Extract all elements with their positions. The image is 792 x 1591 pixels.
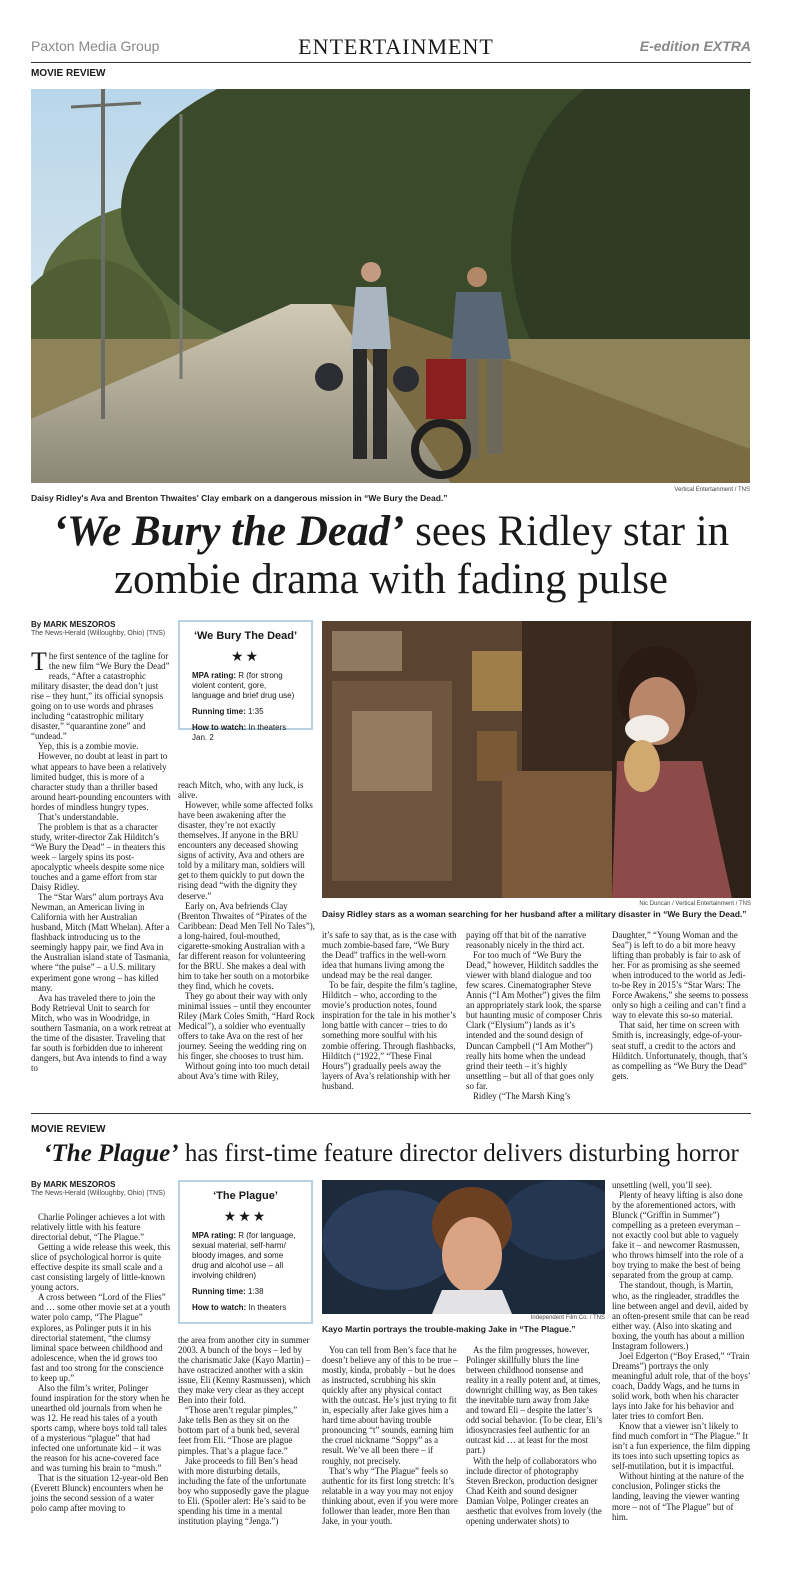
- headline-part1: sees Ridley star in: [404, 508, 730, 555]
- article-paragraph: Daughter,” “Young Woman and the Sea”) is left to do a bit more heavy lifting than probably is fair to ask of her. For as promising as she seemed when introduced to the world as Jedi-to-be Rey in 2015’s “Star Wars: The Force Awakens,” she seems to possess only so high a ceiling and can’t find a way to elevate this so-so material.: [612, 930, 749, 1021]
- secondary-photo-caption: Daisy Ridley stars as a woman searching for her husband after a military disaster in “We Bury the Dead.”: [322, 909, 747, 919]
- author-name: By MARK MESZOROS: [31, 620, 116, 629]
- article-paragraph: “Those aren’t regular pimples,” Jake tells Ben as they sit on the bottom part of a bunk bed, several feet from Eli. “Those are plague pimples. That’s a plague face.”: [178, 1405, 300, 1456]
- article-paragraph: Know that a viewer isn’t likely to find much comfort in “The Plague.” It isn’t a fun experience, the film dipping its toes into such upsetting topics as self-mutilation, but it is impactful.: [612, 1421, 751, 1472]
- article-paragraph: However, while some affected folks have been awakening after the disaster, they’re not exactly themselves. If anyone in the BRU encounters any deceased showing signs of activity, Ava and others are told by a military man, soldiers will get to them quickly to put down the rising dead “with the dignity they deserve.”: [178, 800, 313, 901]
- article-column-3: [322, 1345, 458, 1526]
- article-paragraph: Getting a wide release this week, this slice of psychological horror is quite effective despite its small scale and a cast consisting largely of little-known young actors.: [31, 1242, 171, 1293]
- author-outlet: The News-Herald (Willoughby, Ohio) (TNS): [31, 1190, 166, 1197]
- article-column-3: [322, 930, 458, 1091]
- article-paragraph: As the film progresses, however, Polinger skillfully blurs the line between childhood nonsense and reality in a really potent and, at times, downright chilling way, as Ben takes the inevitable turn away from Jake and toward Eli – despite the latter’s odd social behavior. (To be clear, Eli’s idiosyncrasies feel authentic for an outcast kid … at least for the most part.): [466, 1345, 603, 1456]
- article-column-1: [31, 1212, 171, 1513]
- star-rating: ★★★: [223, 1208, 268, 1224]
- article-column-4: [466, 930, 603, 1101]
- article-paragraph: A cross between “Lord of the Flies” and … some other movie set at a youth water polo camp, “The Plague” explores, as Polinger puts it in his directorial statement, “the clumsy liminal space between childhood and adolescence, when the id grows too fast and too strong for the conscience to keep up.”: [31, 1292, 171, 1383]
- headline-part1: has first-time feature director delivers disturbing horror: [178, 1140, 739, 1167]
- article-paragraph: That’s why “The Plague” feels so authentic for its first long stretch: It’s relatable in a way you may not enjoy thinking about, even if you were more follower than leader, more Ben than Jake, in your youth.: [322, 1465, 458, 1526]
- article-paragraph: That is the situation 12-year-old Ben (Everett Blunck) encounters when he joins the second session of a water polo camp after moving to: [31, 1473, 169, 1514]
- article2-photo-caption: Kayo Martin portrays the trouble-making Jake in “The Plague.”: [322, 1324, 576, 1334]
- article-paragraph: However, no doubt at least in part to what appears to have been a relatively limited budget, this is more of a character study than a thriller based around heart-pounding encounters with hordes of mindless hungry types.: [31, 751, 171, 812]
- running-time: Running time: 1:35: [192, 707, 264, 716]
- article-paragraph: To be fair, despite the film’s tagline, Hilditch – who, according to the movie’s production notes, found inspiration for the tale in his mother’s long battle with cancer – tries to do something more soulful with his zombie offering. Through flashbacks, Hilditch (“1922,” “These Final Hours”) gradually peels away the layers of Ava’s relationship with her husband.: [322, 980, 458, 1091]
- byline: [31, 620, 171, 637]
- headline-film-title: ‘We Bury the Dead’: [52, 508, 405, 555]
- author-name: By MARK MESZOROS: [31, 1180, 116, 1189]
- article-paragraph: With the help of collaborators who include director of photography Steven Breckon, production designer Chad Keith and sound designer Damian Volpe, Polinger creates an aesthetic that evolves from lovely (the opening underwater shots) to: [466, 1455, 602, 1526]
- article-paragraph: it’s safe to say that, as is the case with much zombie-based fare, “We Bury the Dead” traffics in the well-worn idea that humans living among the undead may be the real danger.: [322, 930, 457, 981]
- article-paragraph: Ava has traveled there to join the Body Retrieval Unit to search for Mitch, who was in Woodridge, in southern Tasmania, on a work retreat at the time of the disaster. Traveling that far south is forbidden due to inherent dangers, but Ava intends to find a way to: [31, 992, 171, 1073]
- article-paragraph: Yep, this is a zombie movie.: [38, 741, 139, 752]
- article-paragraph: the area from another city in summer 2003. A bunch of the boys – led by the charismatic Jake (Kayo Martin) – have ostracized another with a skin issue, Eli (Kenny Rasmussen), which they make very clear as they accept Ben into their fold.: [178, 1335, 311, 1406]
- article-paragraph: Early on, Ava befriends Clay (Brenton Thwaites of “Pirates of the Caribbean: Dead Men Tell No Tales”), a long-haired, foul-mouthed, cigarette-smoking Australian with a far different reason for volunteering for the BRU. She makes a deal with him to take her south on a motorbike they find, which he covets.: [178, 900, 315, 991]
- headline: [31, 508, 751, 604]
- mpa-rating: MPA rating: R (for strong violent content, gore, language and brief drug use): [192, 671, 295, 700]
- article-paragraph: The problem is that as a character study, writer-director Zak Hilditch’s “We Bury the Dead” – in theaters this week – largely spins its post-apocalyptic wheels despite some nice touches and a game effort from star Daisy Ridley.: [31, 821, 166, 893]
- article-paragraph: You can tell from Ben’s face that he doesn’t believe any of this to be true – mostly, kinda, probably – but he does as instructed, scrubbing his skin quickly after any physical contact with the outcast. He’s just trying to fit in, especially after Jake gives him a hard time about having trouble pronouncing “t” sounds, earning him the cruel nickname “Soppy” as a result. We’ve all been there – if roughly, not precisely.: [322, 1345, 458, 1466]
- masthead-rule: [31, 62, 751, 63]
- headline-film-title: ‘The Plague’: [43, 1140, 179, 1167]
- film-info-title: ‘We Bury The Dead’: [193, 630, 298, 642]
- headline-part2: zombie drama with fading pulse: [113, 556, 669, 603]
- article-paragraph: Ridley (“The Marsh King’s: [473, 1090, 571, 1101]
- section-label: MOVIE REVIEW: [31, 1124, 106, 1135]
- article-column-2: [178, 1335, 315, 1526]
- film-info-box: [178, 1180, 313, 1324]
- article2-photo: [322, 1180, 605, 1314]
- film-info-box: [178, 620, 313, 742]
- how-to-watch: How to watch: In theaters: [192, 1303, 287, 1312]
- byline: [31, 1180, 171, 1197]
- how-to-watch: How to watch: In theaters Jan. 2: [192, 723, 287, 742]
- article-paragraph: Plenty of heavy lifting is also done by the aforementioned actors, with Blunck (“Griffin in Summer”) compelling as a preteen everyman – not exactly cool but able to vaguely fake it – and newcomer Rasmussen, who throws himself into the role of a boy trying to make the best of being separated from the group at camp.: [612, 1190, 744, 1281]
- headline: [31, 1138, 751, 1170]
- article-paragraph: The standout, though, is Martin, who, as the ringleader, straddles the line between angel and devil, aided by an often-present smile that can be read either way. (Also into skating and boxing, the youth has about a million Instagram followers.): [612, 1280, 750, 1351]
- publisher-name: Paxton Media Group: [31, 38, 160, 54]
- film-info-title: ‘The Plague’: [213, 1190, 278, 1202]
- article-paragraph: Joel Edgerton (“Boy Erased,” “Train Dreams”) portrays the only meaningful adult role, that of the boys’ coach, Daddy Wags, and he turns in solid work, both when his character lays into Jake for his behavior and later tries to comfort Ben.: [612, 1350, 751, 1422]
- edition-label: E-edition EXTRA: [639, 38, 751, 54]
- article-paragraph: Jake proceeds to fill Ben’s head with more disturbing details, including the fate of the unfortunate boy who supposedly gave the plague to Eli. (Spoiler alert: He’s said to be spending his time in a mental institution playing “Jenga.”): [178, 1455, 309, 1526]
- article-paragraph: Without going into too much detail about Ava’s time with Riley,: [178, 1061, 310, 1082]
- section-label: MOVIE REVIEW: [31, 68, 106, 79]
- article-paragraph: That said, her time on screen with Smith is, increasingly, edge-of-your-seat stuff, a credit to the actors and Hilditch. Unfortunately, though, that’s as compelling as “We Bury the Dead” gets.: [612, 1020, 748, 1081]
- article-paragraph: unsettling (well, you’ll see).: [612, 1180, 712, 1190]
- hero-photo: [31, 89, 750, 483]
- article-paragraph: The “Star Wars” alum portrays Ava Newman, an American living in California with her Australian husband, Mitch (Matt Whelan). After a flashback introducing us to the seemingly happy pair, we find Ava in the Australian island state of Tasmania, where “the pulse” – a U.S. military experiment gone wrong – has killed many.: [31, 892, 171, 993]
- article-paragraph: Also the film’s writer, Polinger found inspiration for the story when he unearthed old journals from when he was 12. He read his tales of a youth sports camp, where boys told tall tales of a mysterious “plague” that had infected one unfortunate kid – it was the reason for his acne-covered face and was turning his brain to “mush.”: [31, 1382, 170, 1474]
- article-column-2: [178, 780, 315, 1081]
- article-column-5: [612, 930, 751, 1081]
- secondary-photo: [322, 621, 751, 898]
- article-divider: [31, 1113, 751, 1114]
- article-paragraph: The first sentence of the tagline for the new film “We Bury the Dead” reads, “After a catastrophic military disaster, the dead don’t just rise – they hunt,” its official synopsis going on to use words and phrases including “catastrophic military disaster,” “quarantine zone” and “undead.”: [31, 647, 170, 742]
- article-paragraph: paying off that bit of the narrative reasonably nicely in the third act.: [466, 930, 587, 951]
- hero-photo-caption: Daisy Ridley's Ava and Brenton Thwaites' Clay embark on a dangerous mission in “We Bury the Dead.”: [31, 493, 448, 503]
- article-paragraph: Charlie Polinger achieves a lot with relatively little with his feature directorial debut, “The Plague.”: [31, 1212, 165, 1243]
- running-time: Running time: 1:38: [192, 1287, 264, 1296]
- section-title: ENTERTAINMENT: [298, 34, 494, 59]
- article-paragraph: reach Mitch, who, with any luck, is alive.: [178, 780, 304, 801]
- hero-photo-credit: Vertical Entertainment / TNS: [674, 487, 750, 493]
- article-paragraph: Without hinting at the nature of the conclusion, Polinger sticks the landing, leaving the viewer wanting more – not of “The Plague” but of him.: [612, 1471, 744, 1522]
- mpa-rating: MPA rating: R (for language, sexual material, self-harm/ bloody images, and some drug and alcohol use – all involving children): [192, 1231, 296, 1280]
- article-paragraph: For too much of “We Bury the Dead,” however, Hilditch saddles the viewer with bland dialogue and too few scares. Cinematographer Steve Annis (“I Am Mother”) gives the film an appropriately stark look, the sparse but haunting music of composer Chris Clark (“Elysium”) lands as it’s intended and the sound design of Duncan Campbell (“I Am Mother”) really hits home when the undead grind their teeth – it’s highly unsettling – but all of that goes only so far.: [466, 950, 602, 1091]
- article-column-4: [466, 1345, 603, 1526]
- article-column-1: [31, 647, 171, 1073]
- article-paragraph: That’s understandable.: [38, 811, 119, 822]
- star-rating: ★★: [230, 648, 261, 664]
- secondary-photo-credit: Nic Duncan / Vertical Entertainment / TNS: [639, 901, 751, 907]
- author-outlet: The News-Herald (Willoughby, Ohio) (TNS): [31, 630, 166, 637]
- article-column-5: [612, 1180, 751, 1522]
- article-paragraph: They go about their way with only minimal issues – until they encounter Riley (Mark Coles Smith, “Hard Rock Medical”), a soldier who eventually offers to take Ava on the rest of her journey. Seeing the wedding ring on his finger, she chooses to trust him.: [178, 990, 315, 1062]
- article2-photo-credit: Independent Film Co. / TNS: [530, 1315, 605, 1321]
